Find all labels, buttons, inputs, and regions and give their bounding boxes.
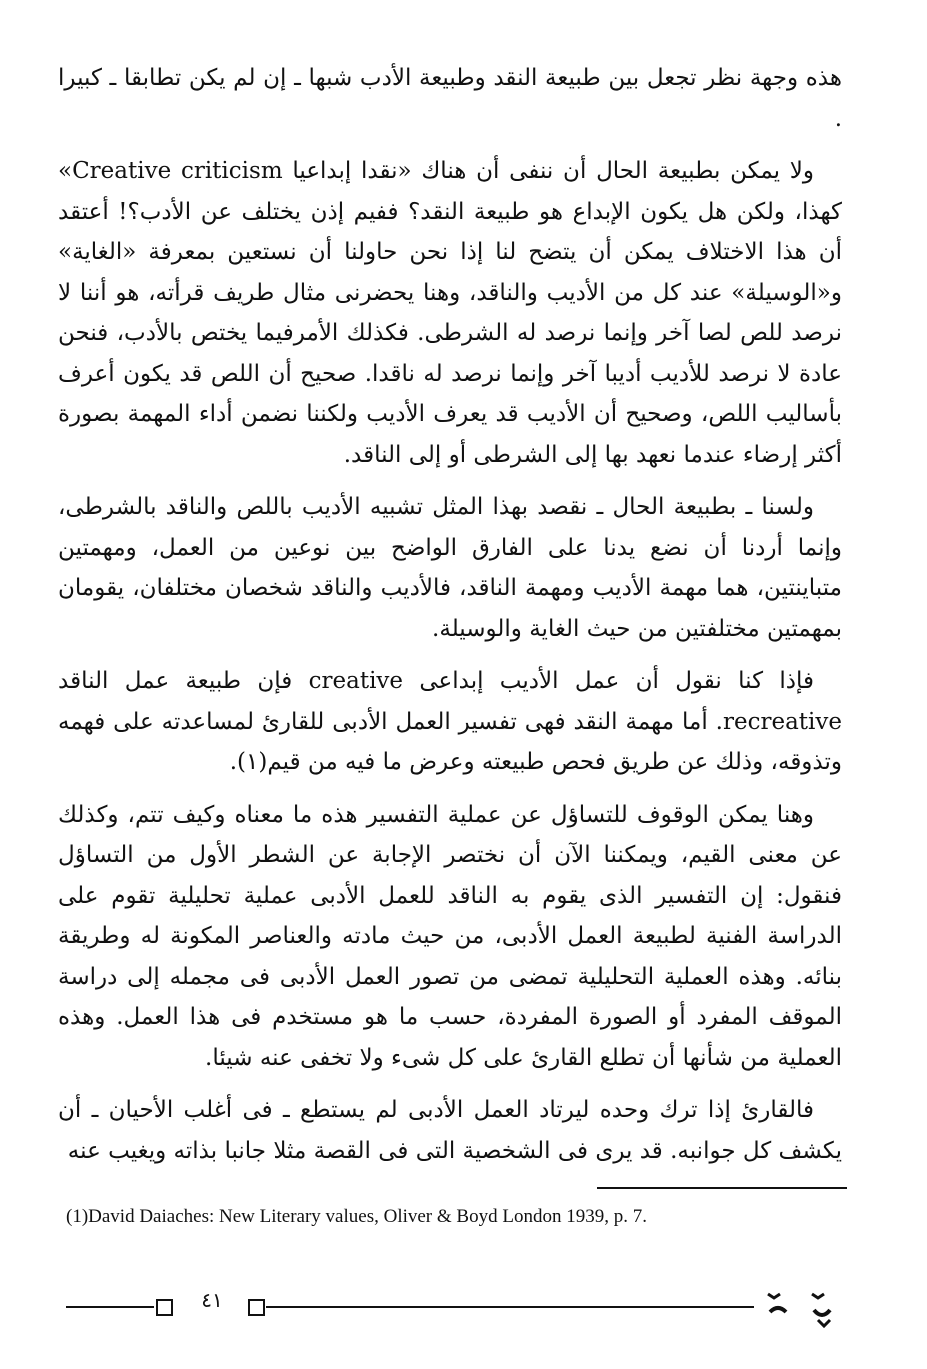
footnote: (1)David Daiaches: New Literary values, Oliver & Boyd London 1939, p. 7.: [66, 1206, 647, 1227]
paragraph-1: هذه وجهة نظر تجعل بين طبيعة النقد وطبيعة الأدب شبها ـ إن لم يكن تطابقا ـ كبيرا .: [58, 65, 842, 132]
footer-rule-left: [66, 1306, 154, 1308]
paragraph-5: وهنا يمكن الوقوف للتساؤل عن عملية التفسير هذه ما معناه وكيف تتم، وكذلك عن معنى القيم، ويمكننا الآن أن نختصر الإجابة عن الشطر الأول من التساؤل فنقول: إن التفسير الذى يقوم به الناقد للعمل الأدبى عملية تحليلية تقوم على الدراسة الفنية لطبيعة العمل الأدبى، من حيث مادته والعناصر المكونة له وطريقة بنائه. وهذه العملية التحليلية تمضى من تصور العمل الأدبى فى مجمله إلى دراسة الموقف المفرد أو الصورة المفردة، حسب ما هو مستخدم فى هذا العمل. وهذه العملية من شأنها أن تطلع القارئ على كل شىء ولا تخفى عنه شيئا.: [58, 801, 842, 1071]
paragraph-6: فالقارئ إذا ترك وحده ليرتاد العمل الأدبى لم يستطع ـ فى أغلب الأحيان ـ أن يكشف كل جوانبه. قد يرى فى الشخصية التى فى القصة مثلا جانبا بذاته ويغيب عنه: [58, 1097, 842, 1164]
footer-square-right-icon: [248, 1299, 265, 1316]
paragraph-4: فإذا كنا نقول أن عمل الأديب إبداعى creative فإن طبيعة عمل الناقد recreative. أما مهمة النقد فهى تفسير العمل الأدبى للقارئ لمساعدته على فهمه وتذوقه، وذلك عن طريق فحص طبيعته وعرض ما فيه من قيم(١).: [58, 668, 842, 775]
paragraph-2: ولا يمكن بطبيعة الحال أن ننفى أن هناك «نقدا إبداعيا Creative criticism» كهذا، ولكن هل يكون الإبداع هو طبيعة النقد؟ ففيم إذن يختلف عن الأدب؟! أعتقد أن هذا الاختلاف يمكن أن يتضح لنا إذا نحن حاولنا أن نستعين بمعرفة «الغاية» و«الوسيلة» عند كل من الأديب والناقد، وهنا يحضرنى مثال طريف قرأته، هو أننا لا نرصد للص لصا آخر وإنما نرصد له الشرطى. فكذلك الأمرفيما يختص بالأدب، فنحن عادة لا نرصد للأديب أديبا آخر وإنما نرصد له ناقدا. صحيح أن اللص قد يكون أعرف بأساليب اللص، وصحيح أن الأديب قد يعرف الأديب ولكننا نضمن أداء المهمة بصورة أكثر إرضاء عندما نعهد بها إلى الشرطى أو إلى الناقد.: [58, 158, 842, 468]
page-number: ٤١: [201, 1288, 223, 1312]
page-footer: [0, 1280, 927, 1340]
footnote-divider: [597, 1187, 847, 1189]
footer-square-left-icon: [156, 1299, 173, 1316]
page-body: [58, 58, 842, 1183]
footer-rule-right: [266, 1306, 754, 1308]
footer-ornament-icon: [760, 1280, 840, 1340]
paragraph-3: ولسنا ـ بطبيعة الحال ـ نقصد بهذا المثل تشبيه الأديب باللص والناقد بالشرطى، وإنما أردنا أن نضع يدنا على الفارق الواضح بين نوعين من العمل، ومهمتين متباينتين، هما مهمة الأديب ومهمة الناقد، فالأديب والناقد شخصان مختلفان، يقومان بمهمتين مختلفتين من حيث الغاية والوسيلة.: [58, 494, 842, 642]
